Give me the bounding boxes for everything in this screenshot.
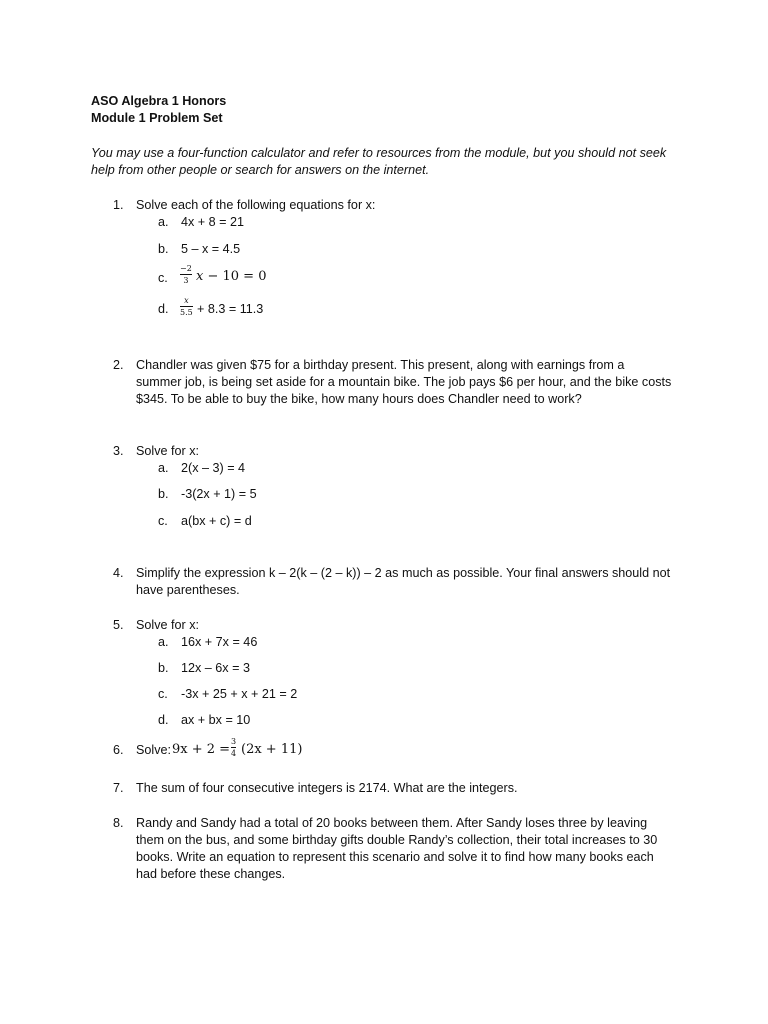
question-number: 1.: [113, 198, 124, 212]
fraction-numerator: 3: [231, 737, 237, 746]
q3-part-a: 2(x – 3) = 4: [181, 461, 246, 475]
q5-part-a: 16x + 7x = 46: [181, 635, 258, 649]
part-label: c.: [158, 271, 168, 285]
question-number: 6.: [113, 743, 124, 757]
question-5-text: Solve for x:: [136, 618, 199, 632]
q1-part-b: 5 – x = 4.5: [181, 242, 241, 256]
question-number: 3.: [113, 444, 124, 458]
q5-part-c: -3x + 25 + x + 21 = 2: [181, 687, 298, 701]
question-8-line-1: Randy and Sandy had a total of 20 books between them. After Sandy loses three by leaving: [136, 816, 648, 830]
variable-x: x: [196, 269, 204, 284]
part-label: a.: [158, 215, 169, 229]
q1-part-d-rest: + 8.3 = 11.3: [197, 302, 264, 316]
part-label: b.: [158, 242, 169, 256]
part-label: b.: [158, 487, 169, 501]
question-4-line-2: have parentheses.: [136, 583, 240, 597]
q1-part-c-rest: − 10 = 0: [203, 269, 267, 284]
question-4-line-1: Simplify the expression k – 2(k – (2 – k)) – 2 as much as possible. Your final answers should not: [136, 566, 671, 580]
question-6-prefix: Solve:: [136, 743, 172, 757]
part-label: a.: [158, 461, 169, 475]
fraction-numerator: x: [184, 296, 189, 305]
question-6-fraction: [231, 737, 236, 758]
part-label: a.: [158, 635, 169, 649]
part-label: d.: [158, 302, 169, 316]
part-label: c.: [158, 514, 168, 528]
q1-part-d-fraction: [180, 296, 193, 317]
document-title: Module 1 Problem Set: [91, 111, 223, 125]
question-2-line-1: Chandler was given $75 for a birthday present. This present, along with earnings from a: [136, 358, 625, 372]
question-6-rhs: (2x + 11): [241, 742, 303, 757]
q3-part-b: -3(2x + 1) = 5: [181, 487, 257, 501]
course-title: ASO Algebra 1 Honors: [91, 94, 227, 108]
question-number: 5.: [113, 618, 124, 632]
question-number: 4.: [113, 566, 124, 580]
q1-part-a: 4x + 8 = 21: [181, 215, 245, 229]
fraction-denominator: 3: [183, 276, 189, 285]
fraction-numerator: −2: [180, 264, 192, 273]
question-number: 8.: [113, 816, 124, 830]
q5-part-d: ax + bx = 10: [181, 713, 251, 727]
fraction-denominator: 4: [231, 749, 237, 758]
instructions-line-2: help from other people or search for answers on the internet.: [91, 163, 430, 177]
instructions-line-1: You may use a four-function calculator and refer to resources from the module, but you should not seek: [91, 146, 667, 160]
question-number: 7.: [113, 781, 124, 795]
fraction-denominator: 5.5: [180, 308, 193, 317]
question-6-lhs: 9x + 2 =: [172, 742, 231, 757]
question-1-text: Solve each of the following equations for x:: [136, 198, 376, 212]
part-label: d.: [158, 713, 169, 727]
question-8-line-3: books. Write an equation to represent this scenario and solve it to find how many books each: [136, 850, 654, 864]
q3-part-c: a(bx + c) = d: [181, 514, 252, 528]
question-8-line-4: had before these changes.: [136, 867, 286, 881]
q5-part-b: 12x – 6x = 3: [181, 661, 250, 675]
question-number: 2.: [113, 358, 124, 372]
part-label: c.: [158, 687, 168, 701]
q1-part-c-fraction: [180, 264, 192, 285]
question-2-line-2: summer job, is being set aside for a mountain bike. The job pays $6 per hour, and the bike costs: [136, 375, 672, 389]
question-7-text: The sum of four consecutive integers is 2174. What are the integers.: [136, 781, 518, 795]
part-label: b.: [158, 661, 169, 675]
question-3-text: Solve for x:: [136, 444, 199, 458]
question-8-line-2: them on the bus, and some birthday gifts double Randy’s collection, their total increases to 30: [136, 833, 658, 847]
question-2-line-3: $345. To be able to buy the bike, how many hours does Chandler need to work?: [136, 392, 582, 406]
q1-part-c-equation: [196, 268, 266, 285]
